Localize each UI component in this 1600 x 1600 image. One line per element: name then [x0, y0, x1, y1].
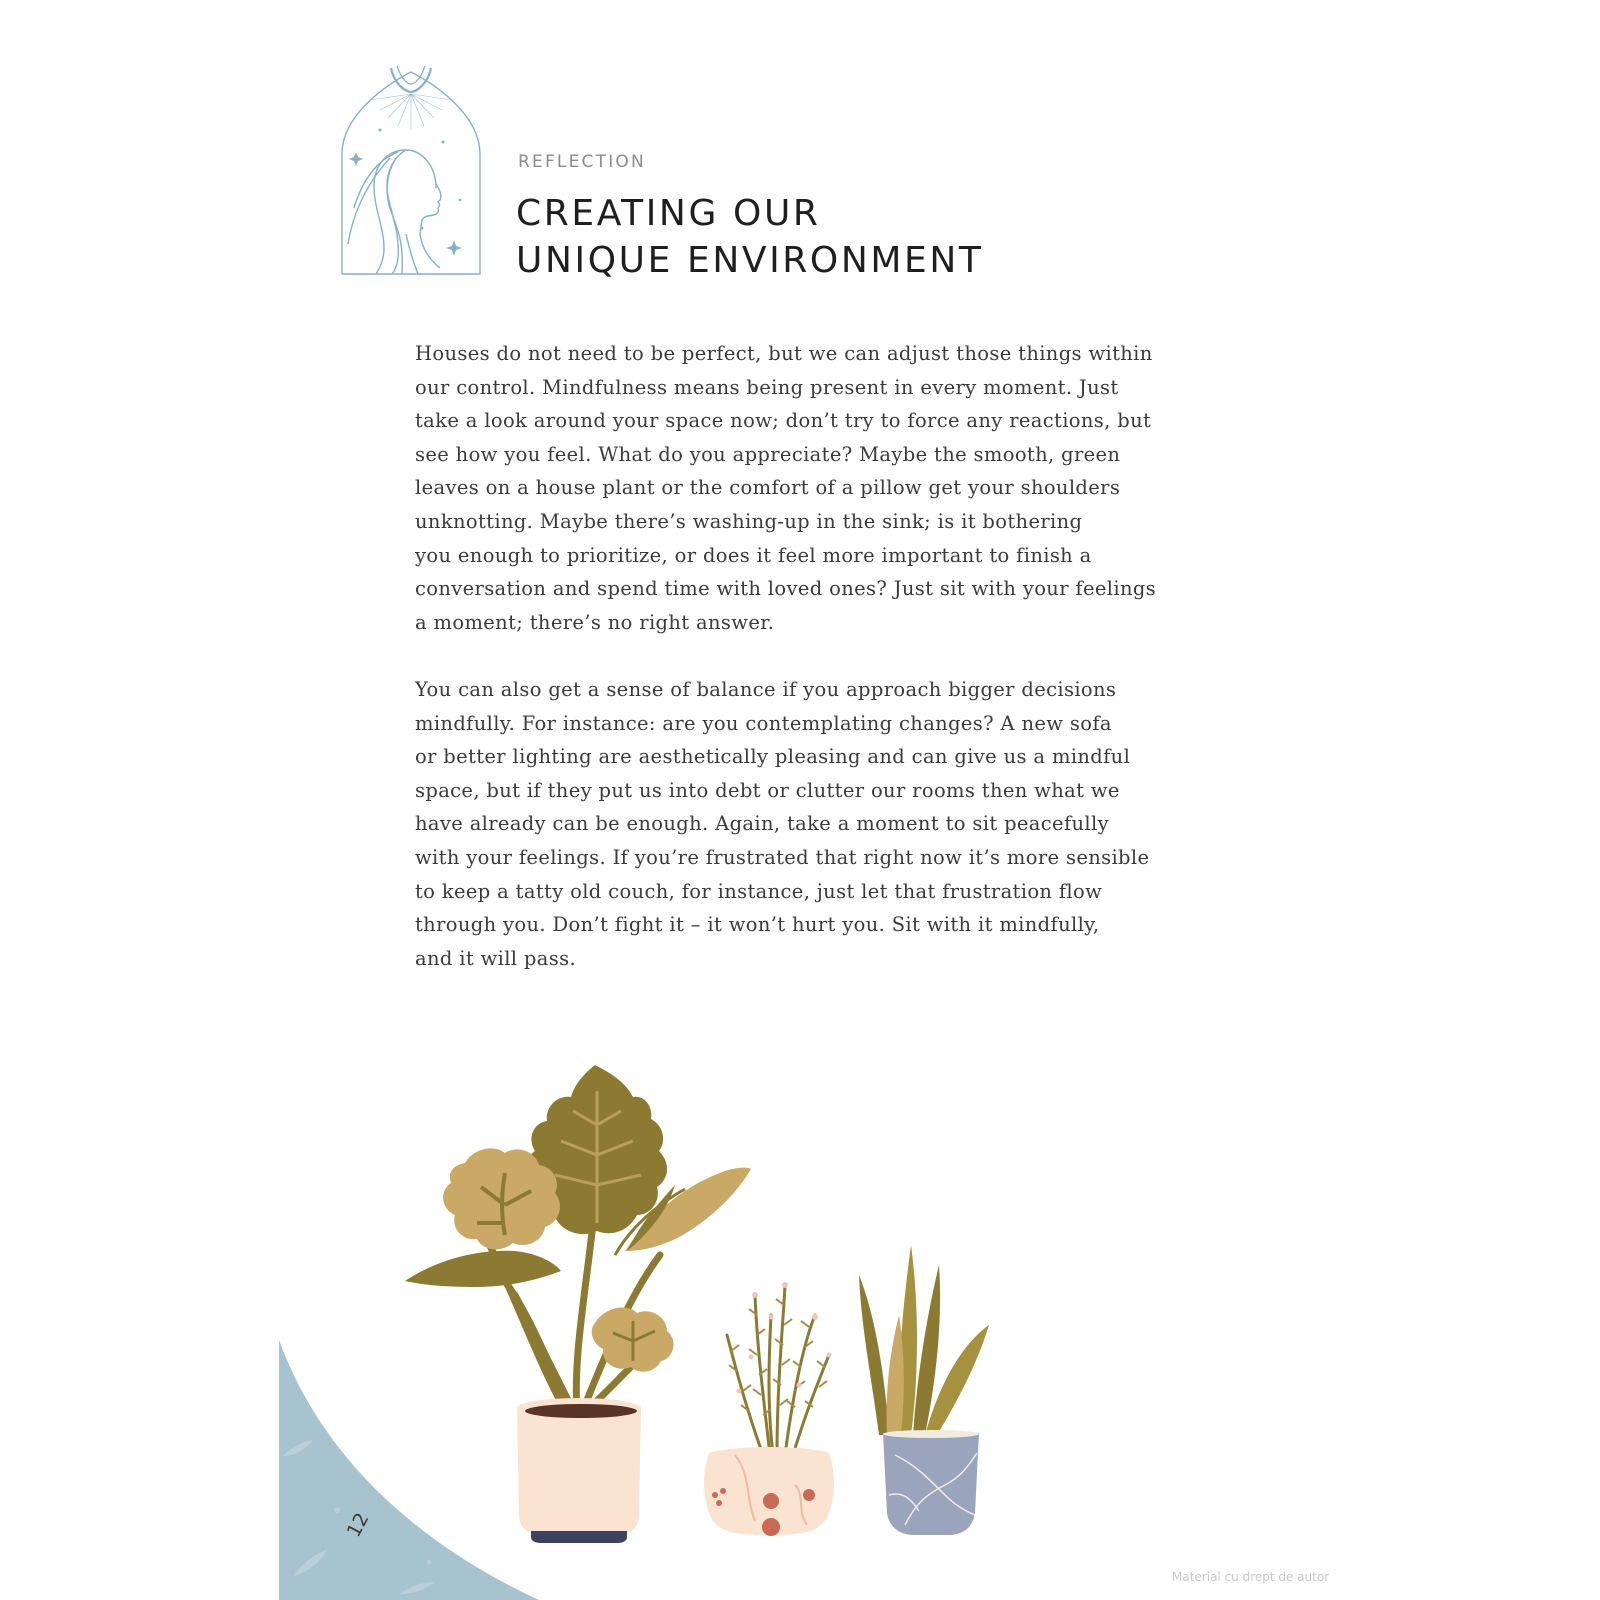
- text-line: a moment; there’s no right answer.: [415, 610, 775, 634]
- potted-plants-illustration: [405, 1055, 1025, 1565]
- paragraph-2: [415, 673, 1205, 975]
- large-plant: [405, 1065, 751, 1543]
- text-line: You can also get a sense of balance if you approach bigger decisions: [415, 677, 1117, 701]
- text-line: Houses do not need to be perfect, but we can adjust those things within: [415, 342, 1153, 365]
- text-line: mindfully. For instance: are you contemplating changes? A new sofa: [415, 711, 1112, 735]
- page-title-line-2: UNIQUE ENVIRONMENT: [516, 240, 984, 281]
- text-line: see how you feel. What do you appreciate? Maybe the smooth, green: [415, 442, 1121, 466]
- text-line: space, but if they put us into debt or clutter our rooms then what we: [415, 778, 1120, 802]
- snake-plant: [859, 1245, 989, 1535]
- text-line: leaves on a house plant or the comfort of a pillow get your shoulders: [415, 476, 1121, 500]
- page-title-line-1: CREATING OUR: [516, 193, 821, 234]
- text-line: you enough to prioritize, or does it feel more important to finish a: [415, 543, 1092, 567]
- text-line: with your feelings. If you’re frustrated that right now it’s more sensible: [415, 845, 1150, 869]
- moon-woman-arch-icon: [340, 58, 482, 276]
- text-line: conversation and spend time with loved ones? Just sit with your feelings: [415, 577, 1157, 601]
- text-line: or better lighting are aesthetically pleasing and can give us a mindful: [415, 745, 1131, 769]
- body-text: [415, 337, 1205, 1009]
- rosemary-plant: [704, 1282, 834, 1536]
- text-line: have already can be enough. Again, take a moment to sit peacefully: [415, 812, 1109, 836]
- page-title: [516, 190, 984, 284]
- paragraph-1: [415, 337, 1205, 639]
- text-line: our control. Mindfulness means being present in every moment. Just: [415, 375, 1119, 399]
- text-line: to keep a tatty old couch, for instance, just let that frustration flow: [415, 879, 1103, 903]
- copyright-watermark: Material cu drept de autor: [1172, 1570, 1330, 1584]
- section-kicker: REFLECTION: [518, 152, 646, 172]
- text-line: through you. Don’t fight it – it won’t hurt you. Sit with it mindfully,: [415, 913, 1100, 937]
- page-number: 12: [342, 1509, 374, 1541]
- text-line: take a look around your space now; don’t try to force any reactions, but: [415, 409, 1152, 433]
- text-line: unknotting. Maybe there’s washing-up in the sink; is it bothering: [415, 509, 1083, 533]
- text-line: and it will pass.: [415, 946, 577, 970]
